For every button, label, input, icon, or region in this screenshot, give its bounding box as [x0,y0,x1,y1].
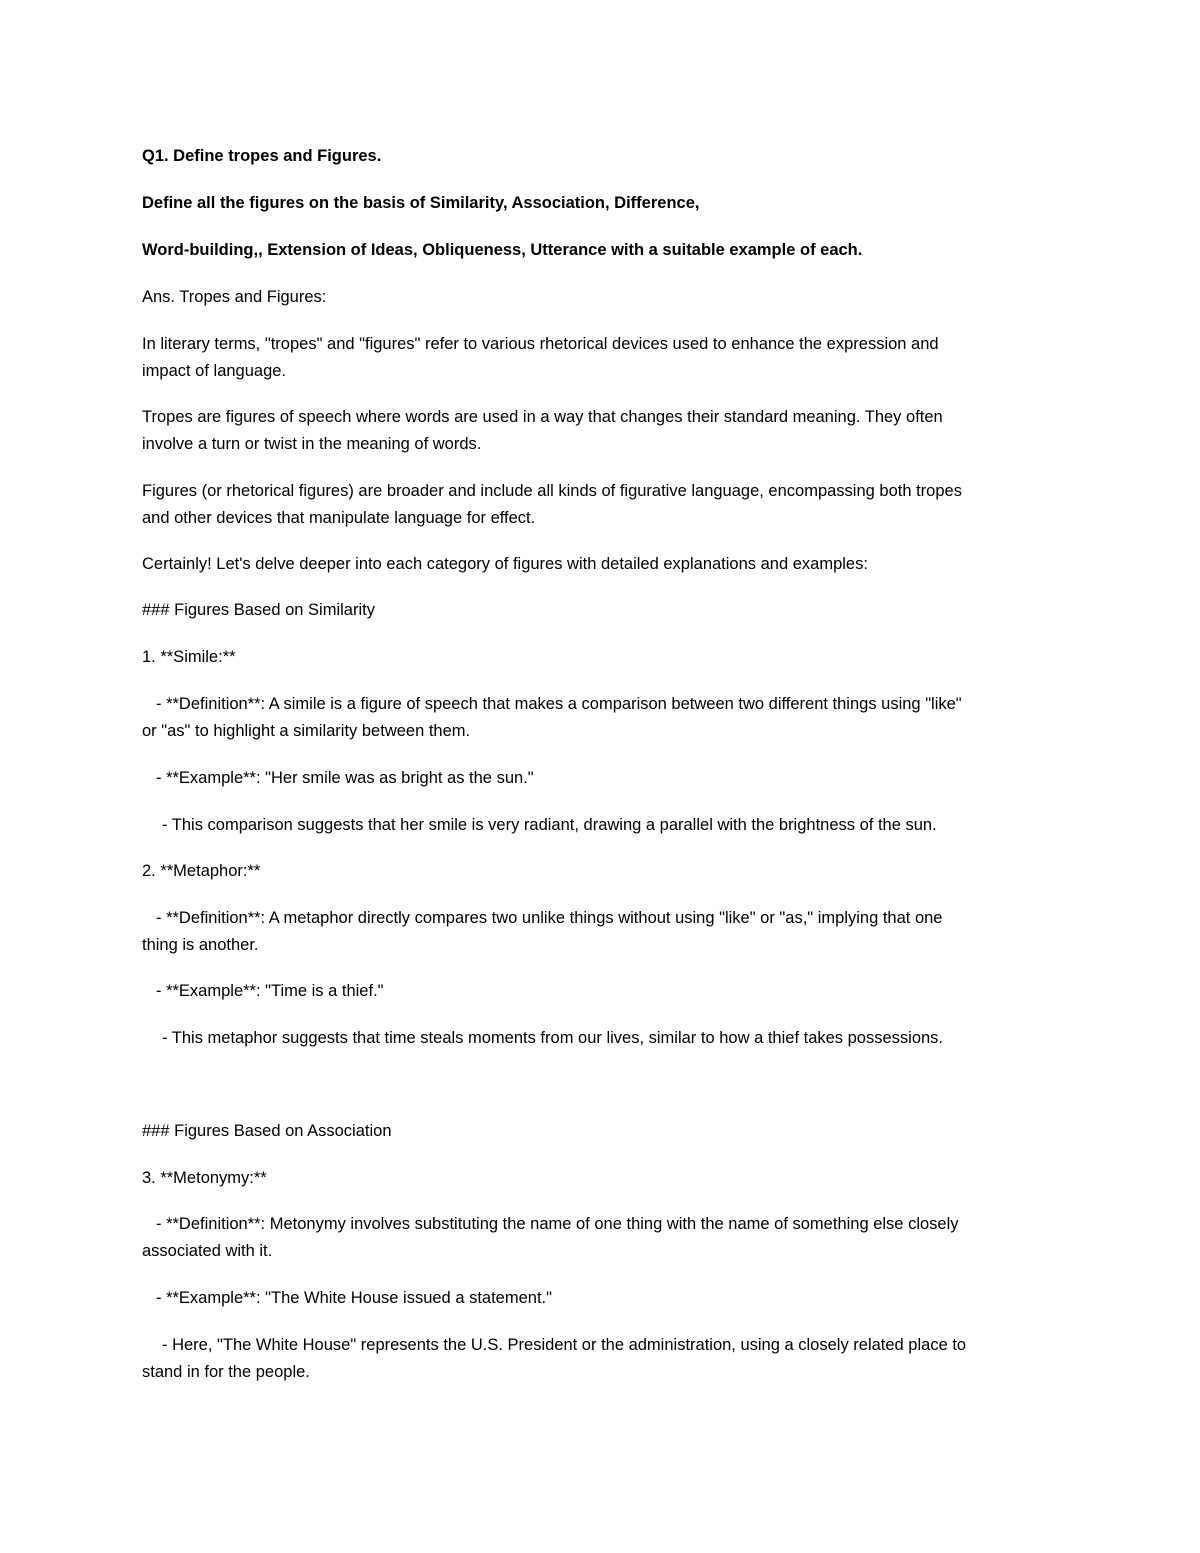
intro-line-1: In literary terms, "tropes" and "figures" refer to various rhetorical devices used to enhance the expression and [142,335,939,353]
question-title: Q1. Define tropes and Figures. [142,147,382,165]
similarity-heading: ### Figures Based on Similarity [142,601,375,619]
question-prompt-line-1: Define all the figures on the basis of Similarity, Association, Difference, [142,194,700,212]
answer-heading: Ans. Tropes and Figures: [142,288,327,306]
tropes-line-2: involve a turn or twist in the meaning of words. [142,435,482,453]
simile-explanation: - This comparison suggests that her smile is very radiant, drawing a parallel with the brightness of the sun. [162,816,937,834]
metaphor-explanation: - This metaphor suggests that time steals moments from our lives, similar to how a thief takes possessions. [162,1029,944,1047]
metaphor-title: 2. **Metaphor:** [142,862,261,880]
metonymy-definition-line-2: associated with it. [142,1242,273,1260]
association-heading: ### Figures Based on Association [142,1122,392,1140]
simile-example: - **Example**: "Her smile was as bright as the sun." [156,769,534,787]
figures-line-2: and other devices that manipulate language for effect. [142,509,536,527]
figures-line-1: Figures (or rhetorical figures) are broader and include all kinds of figurative language, encompassing both tropes [142,482,962,500]
question-prompt-line-2: Word-building,, Extension of Ideas, Obliqueness, Utterance with a suitable example of each. [142,241,863,259]
simile-definition-line-2: or "as" to highlight a similarity between them. [142,722,471,740]
metaphor-example: - **Example**: "Time is a thief." [156,982,384,1000]
metaphor-definition-line-2: thing is another. [142,936,259,954]
metonymy-definition-line-1: - **Definition**: Metonymy involves substituting the name of one thing with the name of something else closely [156,1215,959,1233]
metonymy-title: 3. **Metonymy:** [142,1169,267,1187]
metaphor-definition-line-1: - **Definition**: A metaphor directly compares two unlike things without using "like" or "as," implying that one [156,909,943,927]
intro-line-2: impact of language. [142,362,287,380]
metonymy-explanation-line-1: - Here, "The White House" represents the U.S. President or the administration, using a closely related place to [162,1336,967,1354]
transition-text: Certainly! Let's delve deeper into each category of figures with detailed explanations and examples: [142,555,868,573]
simile-definition-line-1: - **Definition**: A simile is a figure of speech that makes a comparison between two different things using "like" [156,695,962,713]
tropes-line-1: Tropes are figures of speech where words are used in a way that changes their standard meaning. They often [142,408,943,426]
simile-title: 1. **Simile:** [142,648,236,666]
metonymy-explanation-line-2: stand in for the people. [142,1363,310,1381]
metonymy-example: - **Example**: "The White House issued a statement." [156,1289,552,1307]
